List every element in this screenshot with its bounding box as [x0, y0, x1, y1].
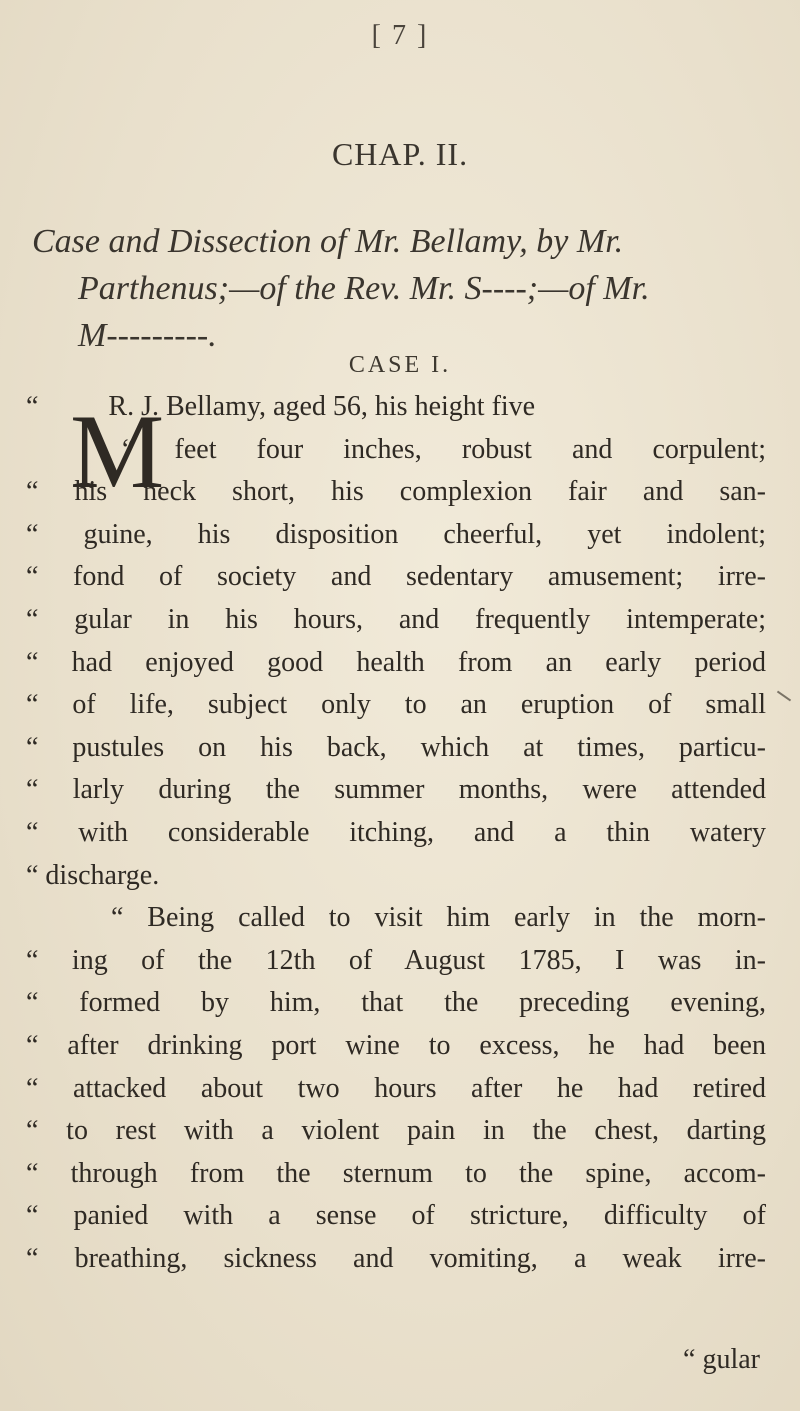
- body-line-11: “ with considerable itching, and a thin watery: [26, 816, 766, 848]
- drop-cap: M: [70, 393, 165, 510]
- body-line-19: “ through from the sternum to the spine, accom-: [26, 1157, 766, 1189]
- body-line-15: “ formed by him, that the preceding evening,: [26, 987, 766, 1019]
- body-line-3: “ his neck short, his complexion fair and san-: [26, 476, 766, 508]
- body-text: [26, 386, 766, 1280]
- body-line-4: “ guine, his disposition cheerful, yet indolent;: [26, 518, 766, 550]
- body-line-2: “ feet four inches, robust and corpulent;: [122, 433, 766, 465]
- body-line-5: “ fond of society and sedentary amusement; irre-: [26, 561, 766, 593]
- chapter-title-line-3: M---------.: [78, 317, 217, 354]
- chapter-title-line-1: Case and Dissection of Mr. Bellamy, by Mr.: [32, 223, 624, 260]
- body-line-21: “ breathing, sickness and vomiting, a weak irre-: [26, 1242, 766, 1274]
- body-line-14: “ ing of the 12th of August 1785, I was in-: [26, 944, 766, 976]
- body-line-9: “ pustules on his back, which at times, particu-: [26, 731, 766, 763]
- body-line-7: “ had enjoyed good health from an early period: [26, 646, 766, 678]
- chapter-title: [32, 218, 772, 359]
- chapter-title-line-2: Parthenus;—of the Rev. Mr. S----;—of Mr.: [78, 270, 650, 307]
- body-line-20: “ panied with a sense of stricture, difficulty of: [26, 1200, 766, 1232]
- case-heading: CASE I.: [348, 352, 452, 378]
- body-line-6: “ gular in his hours, and frequently intemperate;: [26, 603, 766, 635]
- catchword: “ gular: [683, 1344, 760, 1375]
- body-line-12: “ discharge.: [26, 859, 160, 891]
- body-line-16: “ after drinking port wine to excess, he had been: [26, 1029, 766, 1061]
- body-line-1: “ R. J. Bellamy, aged 56, his height five: [26, 391, 536, 422]
- page-number: [ 7 ]: [371, 20, 429, 51]
- body-line-17: “ attacked about two hours after he had retired: [26, 1072, 766, 1104]
- margin-mark: [777, 691, 791, 702]
- body-line-13: “ Being called to visit him early in the morn-: [111, 902, 766, 934]
- body-line-10: “ larly during the summer months, were attended: [26, 774, 766, 806]
- body-line-8: “ of life, subject only to an eruption of small: [26, 689, 766, 721]
- chapter-heading: CHAP. II.: [331, 136, 469, 172]
- body-line-18: “ to rest with a violent pain in the chest, darting: [26, 1115, 766, 1147]
